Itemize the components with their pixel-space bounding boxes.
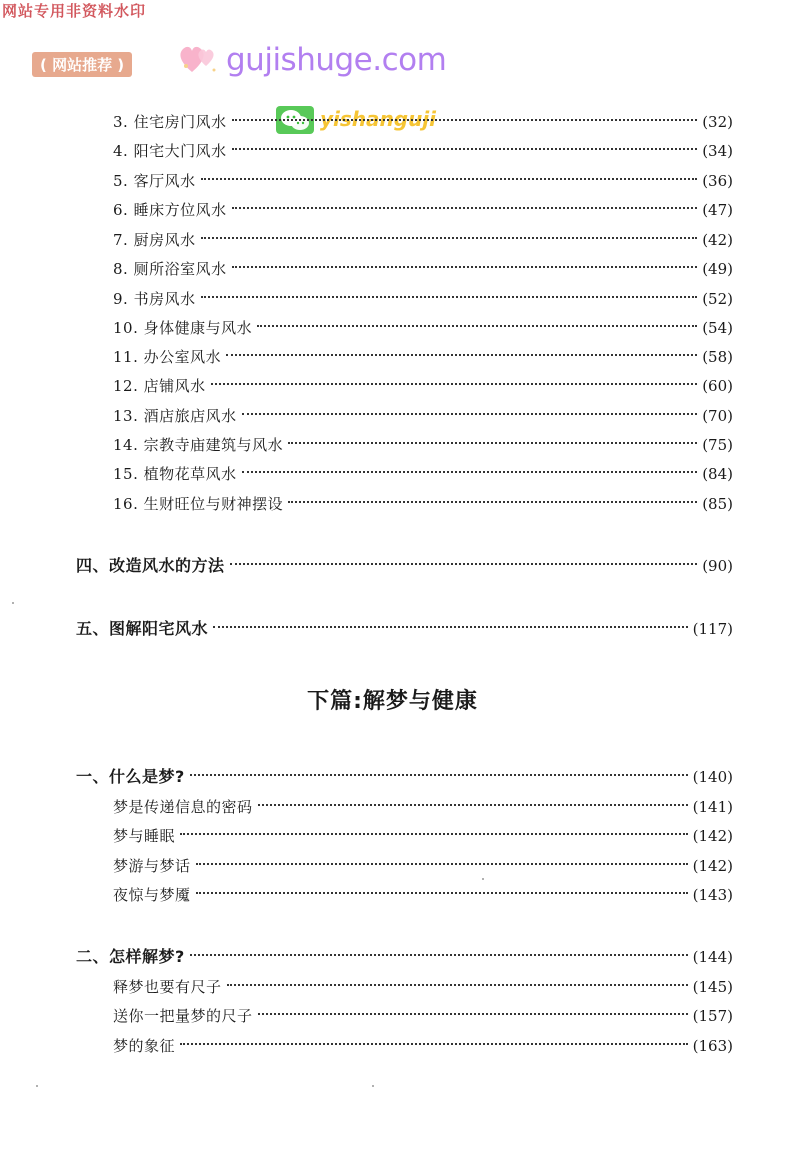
toc-entry-label: 送你一把量梦的尺子 [113, 1007, 253, 1025]
toc-entry-label: 12. 店铺风水 [113, 377, 206, 395]
toc-entry[interactable] [113, 257, 733, 281]
toc-entry-label: 10. 身体健康与风水 [113, 319, 253, 337]
toc-entry-label: 7. 厨房风水 [113, 231, 196, 249]
toc-entry[interactable] [113, 228, 733, 252]
toc-entry-page: (84) [702, 465, 733, 483]
toc-entry-page: (32) [702, 113, 733, 131]
dot-leader [196, 892, 688, 894]
toc-entry[interactable] [113, 975, 733, 999]
toc-section-entry[interactable] [76, 945, 733, 969]
toc-entry-label: 11. 办公室风水 [113, 348, 222, 366]
toc-entry-label: 3. 住宅房门风水 [113, 113, 227, 131]
toc-entry[interactable] [113, 462, 733, 486]
toc-entry-label: 9. 书房风水 [113, 290, 196, 308]
toc-entry-label: 释梦也要有尺子 [113, 978, 222, 996]
toc-entry[interactable] [113, 169, 733, 193]
watermark-stamp: 网站专用非资料水印 [2, 2, 147, 20]
toc-entry-label: 16. 生财旺位与财神摆设 [113, 495, 284, 513]
toc-entry-page: (70) [702, 407, 733, 425]
toc-entry[interactable] [113, 345, 733, 369]
toc-entry[interactable] [113, 824, 733, 848]
toc-entry-label: 6. 睡床方位风水 [113, 201, 227, 219]
dot-leader [201, 178, 698, 180]
toc-section-label: 四、改造风水的方法 [76, 556, 225, 575]
toc-entry[interactable] [113, 110, 733, 134]
toc-section-page: (117) [692, 620, 733, 638]
toc-entry[interactable] [113, 883, 733, 907]
site-url[interactable]: gujishuge.com [226, 42, 447, 78]
toc-entry[interactable] [113, 374, 733, 398]
site-banner [30, 40, 470, 80]
toc-section-label: 二、怎样解梦? [76, 947, 185, 966]
toc-entry-page: (42) [702, 231, 733, 249]
toc-entry-page: (54) [702, 319, 733, 337]
dot-leader [288, 442, 697, 444]
toc-entry-label: 梦是传递信息的密码 [113, 798, 253, 816]
dot-leader [180, 1043, 688, 1045]
toc-entry-label: 梦与睡眠 [113, 827, 176, 845]
recommend-tag: ( 网站推荐 ) [32, 52, 132, 77]
scan-speck [372, 1085, 374, 1087]
dot-leader [232, 119, 698, 121]
toc-entry[interactable] [113, 139, 733, 163]
toc-entry-label: 梦的象征 [113, 1037, 176, 1055]
toc-entry-label: 梦游与梦话 [113, 857, 191, 875]
toc-entry-page: (141) [692, 798, 733, 816]
toc-entry-page: (163) [692, 1037, 733, 1055]
toc-entry[interactable] [113, 433, 733, 457]
dot-leader [201, 296, 698, 298]
dot-leader [196, 863, 688, 865]
toc-entry-page: (142) [692, 857, 733, 875]
toc-section-label: 五、图解阳宅风水 [76, 619, 209, 638]
part-heading: 下篇:解梦与健康 [307, 689, 478, 714]
dot-leader [258, 1013, 688, 1015]
toc-entry-label: 15. 植物花草风水 [113, 465, 237, 483]
toc-entry-page: (49) [702, 260, 733, 278]
watermark-text: yishanguji [320, 107, 437, 131]
toc-section-entry[interactable] [76, 765, 733, 789]
toc-entry-page: (143) [692, 886, 733, 904]
toc-entry[interactable] [113, 492, 733, 516]
toc-entry[interactable] [113, 316, 733, 340]
toc-entry-page: (145) [692, 978, 733, 996]
toc-section-entry[interactable] [76, 554, 733, 578]
dot-leader [226, 354, 697, 356]
dot-leader [288, 501, 697, 503]
scan-speck [482, 878, 484, 880]
toc-entry-label: 14. 宗教寺庙建筑与风水 [113, 436, 284, 454]
toc-section-page: (90) [702, 557, 733, 575]
dot-leader [232, 266, 698, 268]
toc-entry-label: 8. 厕所浴室风水 [113, 260, 227, 278]
toc-entry-label: 4. 阳宅大门风水 [113, 142, 227, 160]
toc-entry[interactable] [113, 287, 733, 311]
dot-leader [242, 413, 698, 415]
toc-entry[interactable] [113, 404, 733, 428]
toc-entry[interactable] [113, 1004, 733, 1028]
toc-entry-page: (157) [692, 1007, 733, 1025]
toc-entry-page: (36) [702, 172, 733, 190]
toc-entry[interactable] [113, 854, 733, 878]
toc-entry[interactable] [113, 198, 733, 222]
dot-leader [230, 563, 698, 565]
dot-leader [232, 207, 698, 209]
toc-entry-page: (47) [702, 201, 733, 219]
toc-section-label: 一、什么是梦? [76, 767, 185, 786]
toc-entry-label: 5. 客厅风水 [113, 172, 196, 190]
toc-entry[interactable] [113, 795, 733, 819]
toc-entry-page: (34) [702, 142, 733, 160]
dot-leader [211, 383, 698, 385]
dot-leader [232, 148, 698, 150]
toc-entry-page: (142) [692, 827, 733, 845]
toc-entry-page: (85) [702, 495, 733, 513]
toc-entry-page: (75) [702, 436, 733, 454]
dot-leader [258, 804, 688, 806]
dot-leader [190, 954, 688, 956]
dot-leader [242, 471, 698, 473]
dot-leader [257, 325, 697, 327]
hearts-icon [178, 42, 220, 76]
toc-section-entry[interactable] [76, 617, 733, 641]
dot-leader [180, 833, 688, 835]
toc-entry-page: (58) [702, 348, 733, 366]
scan-speck [36, 1085, 38, 1087]
toc-entry-page: (52) [702, 290, 733, 308]
dot-leader [213, 626, 688, 628]
toc-entry-page: (60) [702, 377, 733, 395]
dot-leader [227, 984, 688, 986]
toc-entry[interactable] [113, 1034, 733, 1058]
dot-leader [190, 774, 688, 776]
scan-speck [12, 602, 14, 604]
toc-section-page: (144) [692, 948, 733, 966]
toc-entry-label: 13. 酒店旅店风水 [113, 407, 237, 425]
toc-section-page: (140) [692, 768, 733, 786]
dot-leader [201, 237, 698, 239]
toc-entry-label: 夜惊与梦魇 [113, 886, 191, 904]
